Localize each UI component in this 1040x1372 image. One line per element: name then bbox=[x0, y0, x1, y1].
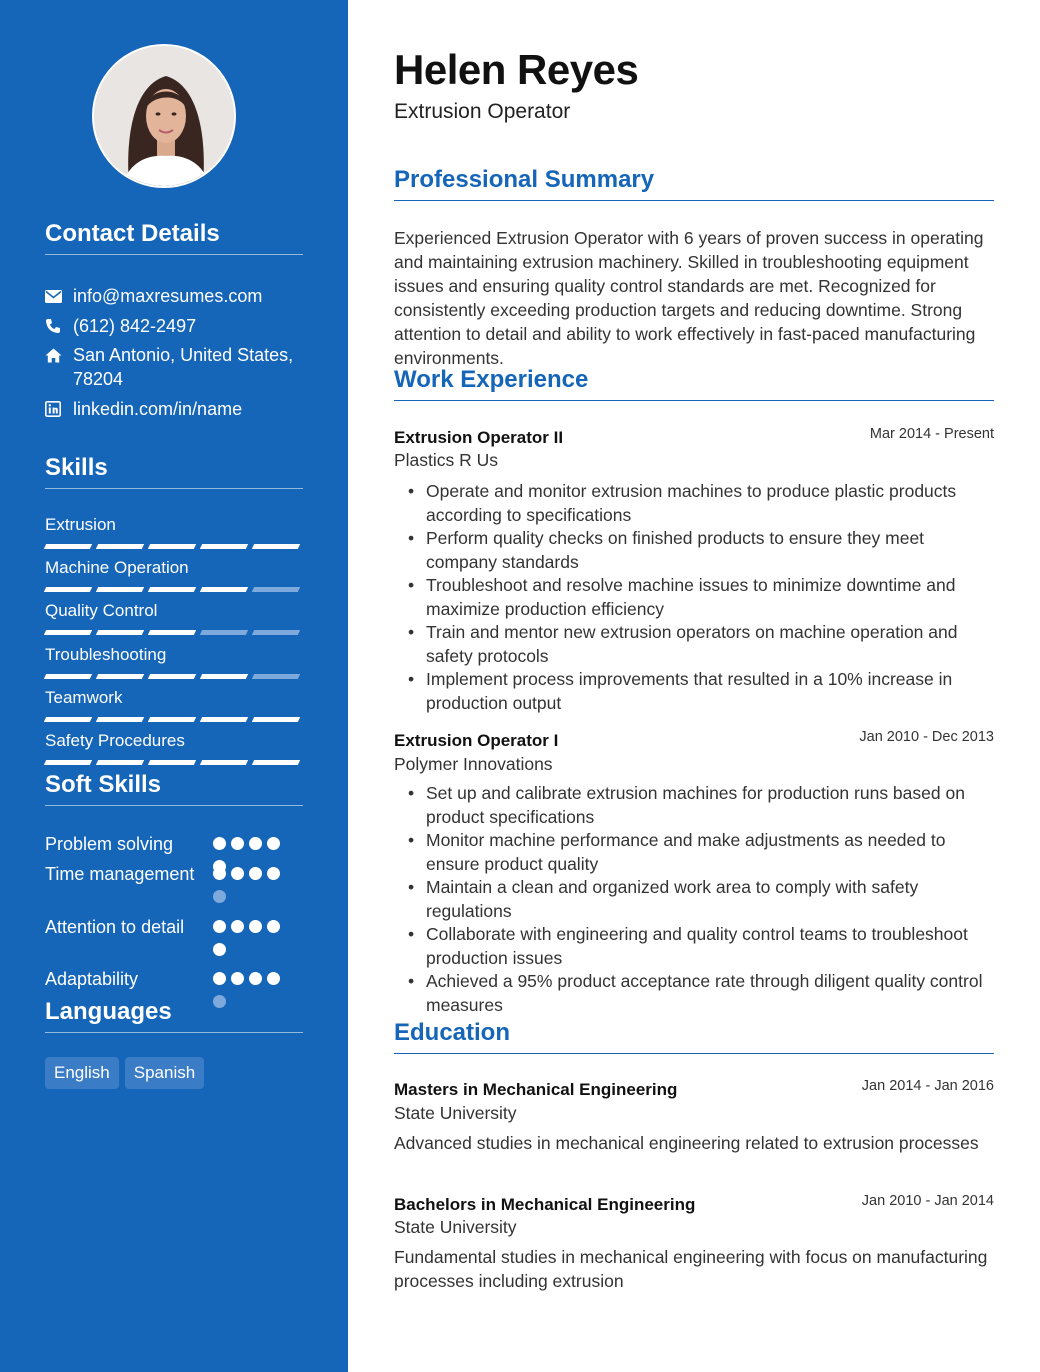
level-dot-filled bbox=[231, 972, 244, 985]
soft-skill-name: Problem solving bbox=[45, 834, 174, 854]
job-bullets bbox=[406, 480, 994, 715]
skill-level-segment-filled bbox=[44, 587, 92, 592]
soft-skill-name: Time management bbox=[45, 864, 195, 884]
skill-name: Extrusion bbox=[45, 515, 116, 534]
skill-name: Quality Control bbox=[45, 601, 158, 620]
skill-level-segment-filled bbox=[200, 587, 248, 592]
job-bullet: • Operate and monitor extrusion machines to produce plastic products according to specifications bbox=[406, 480, 994, 527]
skill-level-segment-filled bbox=[44, 760, 92, 765]
linkedin-icon bbox=[45, 397, 73, 421]
envelope-icon bbox=[45, 284, 73, 308]
languages-heading: Languages bbox=[45, 998, 303, 1033]
language-chip: English bbox=[45, 1057, 119, 1089]
language-chip: Spanish bbox=[125, 1057, 204, 1089]
skill-level-bars bbox=[45, 630, 303, 635]
skill-level-segment-filled bbox=[44, 544, 92, 549]
level-dot-filled bbox=[213, 837, 226, 850]
soft-skill-level-dots bbox=[213, 915, 293, 966]
school-name: State University bbox=[394, 1103, 517, 1123]
soft-skills-heading: Soft Skills bbox=[45, 771, 303, 806]
job-title: Extrusion Operator II bbox=[394, 428, 564, 447]
education-heading: Education bbox=[394, 1019, 994, 1054]
experience-heading: Work Experience bbox=[394, 366, 994, 401]
level-dot-filled bbox=[267, 972, 280, 985]
job-bullet: • Troubleshoot and resolve machine issues to minimize downtime and maximize production efficiency bbox=[406, 574, 994, 621]
skill-level-segment-filled bbox=[200, 717, 248, 722]
skill-level-segment-empty bbox=[252, 674, 300, 679]
degree-description: Advanced studies in mechanical engineering related to extrusion processes bbox=[394, 1133, 979, 1153]
job-bullet: • Achieved a 95% product acceptance rate through diligent quality control measures bbox=[406, 970, 994, 1017]
level-dot-filled bbox=[267, 920, 280, 933]
skill-level-bars bbox=[45, 760, 303, 765]
soft-skill-item bbox=[45, 862, 305, 913]
skill-name: Teamwork bbox=[45, 688, 123, 707]
skill-level-segment-filled bbox=[96, 717, 144, 722]
level-dot-filled bbox=[231, 837, 244, 850]
skill-level-bars bbox=[45, 544, 303, 549]
job-company: Plastics R Us bbox=[394, 450, 499, 470]
skill-level-segment-filled bbox=[148, 717, 196, 722]
skill-level-segment-filled bbox=[200, 674, 248, 679]
skill-level-segment-filled bbox=[252, 717, 300, 722]
skill-name: Machine Operation bbox=[45, 558, 189, 577]
skill-level-segment-filled bbox=[96, 630, 144, 635]
level-dot-filled bbox=[213, 972, 226, 985]
skill-level-bars bbox=[45, 717, 303, 722]
job-bullet: • Implement process improvements that resulted in a 10% increase in production output bbox=[406, 668, 994, 715]
skill-item bbox=[45, 644, 303, 679]
skill-level-segment-filled bbox=[96, 674, 144, 679]
skill-level-segment-filled bbox=[252, 760, 300, 765]
skill-level-bars bbox=[45, 674, 303, 679]
skill-name: Troubleshooting bbox=[45, 645, 167, 664]
soft-skill-name: Attention to detail bbox=[45, 917, 185, 937]
soft-skill-name: Adaptability bbox=[45, 969, 139, 989]
job-bullet: • Maintain a clean and organized work area to comply with safety regulations bbox=[406, 876, 994, 923]
candidate-title: Extrusion Operator bbox=[394, 100, 571, 123]
skill-level-segment-filled bbox=[200, 544, 248, 549]
degree-title: Bachelors in Mechanical Engineering bbox=[394, 1195, 696, 1214]
level-dot-filled bbox=[249, 837, 262, 850]
skill-level-segment-filled bbox=[148, 674, 196, 679]
contact-address bbox=[45, 343, 303, 391]
sidebar bbox=[0, 0, 348, 1372]
summary-heading: Professional Summary bbox=[394, 166, 994, 201]
skill-level-segment-filled bbox=[44, 717, 92, 722]
degree-description: Fundamental studies in mechanical engineering with focus on manufacturing processes including extrusion bbox=[394, 1247, 988, 1291]
phone-icon bbox=[45, 314, 73, 338]
phone-text[interactable]: (612) 842-2497 bbox=[73, 316, 197, 336]
job-dates: Mar 2014 - Present bbox=[869, 426, 994, 442]
skill-name: Safety Procedures bbox=[45, 731, 185, 750]
skill-item bbox=[45, 730, 303, 765]
degree-dates: Jan 2014 - Jan 2016 bbox=[861, 1078, 994, 1094]
skill-item bbox=[45, 600, 303, 635]
level-dot-filled bbox=[213, 920, 226, 933]
summary-text: Experienced Extrusion Operator with 6 years of proven success in operating and maintaining extrusion machinery. Skilled in troubleshooting equipment issues and ensuring quality control standards are met. Recognized for consistently exceeding production targets and reducing downtime. Strong attention to detail and ability to work effectively in fast-paced manufacturing environments. bbox=[394, 228, 984, 368]
contact-heading: Contact Details bbox=[45, 220, 303, 255]
job-bullet: • Perform quality checks on finished products to ensure they meet company standards bbox=[406, 527, 994, 574]
level-dot-filled bbox=[213, 867, 226, 880]
level-dot-filled bbox=[267, 837, 280, 850]
contact-email[interactable] bbox=[45, 284, 303, 308]
level-dot-filled bbox=[249, 972, 262, 985]
skill-item bbox=[45, 557, 303, 592]
skill-level-segment-filled bbox=[96, 587, 144, 592]
skill-item bbox=[45, 687, 303, 722]
job-bullet: • Train and mentor new extrusion operators on machine operation and safety protocols bbox=[406, 621, 994, 668]
level-dot-filled bbox=[249, 920, 262, 933]
skill-level-segment-filled bbox=[96, 544, 144, 549]
job-dates: Jan 2010 - Dec 2013 bbox=[859, 729, 994, 745]
level-dot-filled bbox=[267, 867, 280, 880]
skill-level-segment-filled bbox=[252, 544, 300, 549]
soft-skill-level-dots bbox=[213, 862, 293, 913]
avatar bbox=[92, 44, 236, 188]
skill-level-segment-filled bbox=[44, 630, 92, 635]
avatar-portrait bbox=[94, 46, 236, 188]
address-text: San Antonio, United States, 78204 bbox=[73, 345, 294, 389]
skill-level-segment-filled bbox=[44, 674, 92, 679]
job-bullet: • Monitor machine performance and make adjustments as needed to ensure product quality bbox=[406, 829, 994, 876]
email-text[interactable]: info@maxresumes.com bbox=[73, 286, 263, 306]
linkedin-text[interactable]: linkedin.com/in/name bbox=[73, 399, 243, 419]
skill-level-segment-empty bbox=[252, 630, 300, 635]
level-dot-filled bbox=[231, 920, 244, 933]
level-dot-filled bbox=[249, 867, 262, 880]
skill-level-segment-filled bbox=[96, 760, 144, 765]
level-dot-filled bbox=[231, 867, 244, 880]
school-name: State University bbox=[394, 1217, 517, 1237]
job-bullets bbox=[406, 782, 994, 1017]
contact-phone[interactable] bbox=[45, 314, 303, 338]
languages-list bbox=[45, 1057, 204, 1089]
skill-level-segment-filled bbox=[148, 587, 196, 592]
skill-level-segment-filled bbox=[148, 760, 196, 765]
skills-heading: Skills bbox=[45, 454, 303, 489]
job-company: Polymer Innovations bbox=[394, 754, 553, 774]
job-bullet: • Collaborate with engineering and quality control teams to troubleshoot production issues bbox=[406, 923, 994, 970]
candidate-name: Helen Reyes bbox=[394, 46, 639, 93]
skill-level-segment-filled bbox=[200, 760, 248, 765]
degree-dates: Jan 2010 - Jan 2014 bbox=[861, 1193, 994, 1209]
contact-linkedin[interactable] bbox=[45, 397, 303, 421]
skill-item bbox=[45, 514, 303, 549]
degree-title: Masters in Mechanical Engineering bbox=[394, 1080, 678, 1099]
level-dot-filled bbox=[213, 943, 226, 956]
home-icon bbox=[45, 343, 73, 367]
job-bullet: • Set up and calibrate extrusion machines for production runs based on product specifications bbox=[406, 782, 994, 829]
level-dot-empty bbox=[213, 890, 226, 903]
skill-level-segment-empty bbox=[200, 630, 248, 635]
soft-skill-item bbox=[45, 915, 305, 966]
skill-level-bars bbox=[45, 587, 303, 592]
skill-level-segment-filled bbox=[148, 544, 196, 549]
skill-level-segment-empty bbox=[252, 587, 300, 592]
skill-level-segment-filled bbox=[148, 630, 196, 635]
job-title: Extrusion Operator I bbox=[394, 731, 559, 750]
